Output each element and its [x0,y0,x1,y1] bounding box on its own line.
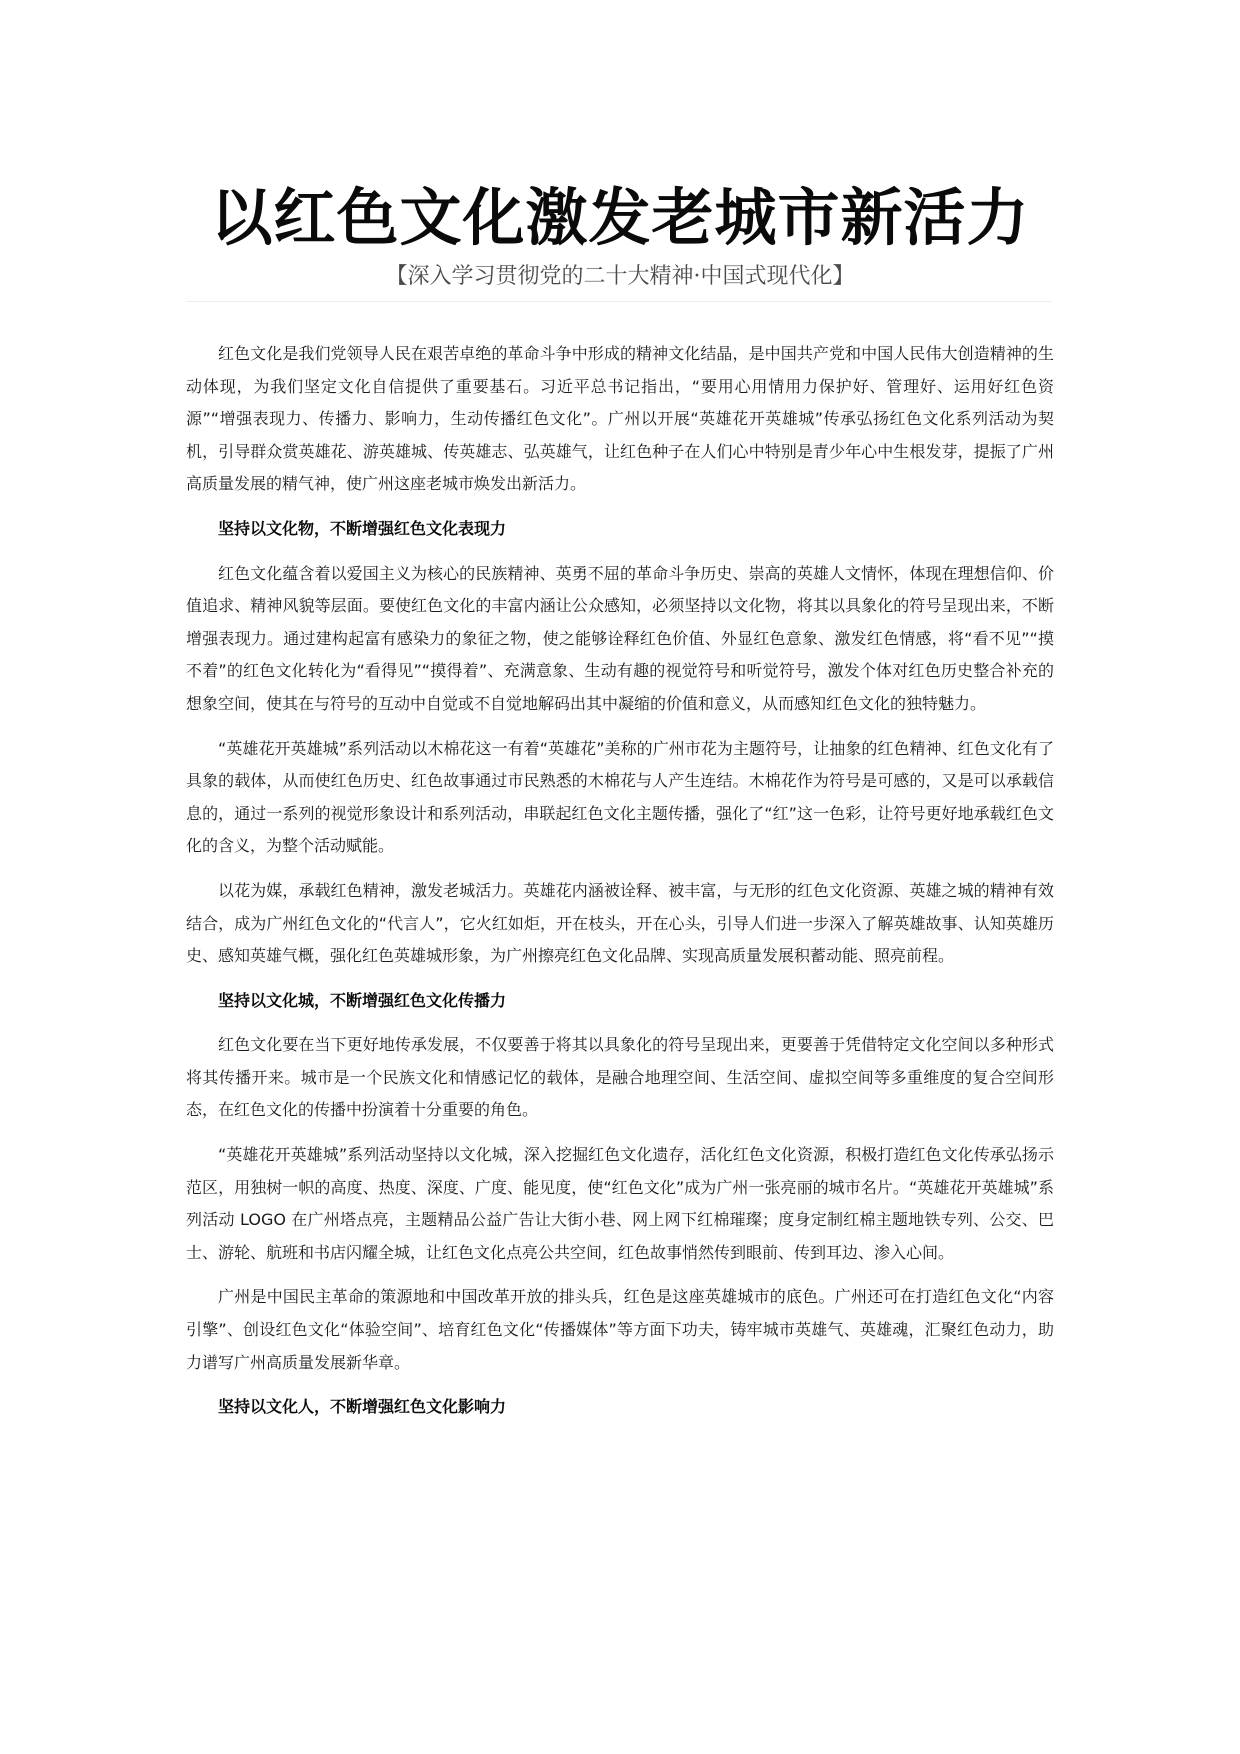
article-title: 以红色文化激发老城市新活力 [210,181,1030,254]
section-heading-1: 坚持以文化物，不断增强红色文化表现力 [218,518,507,538]
paragraph-1-3: 以花为媒，承载红色精神，激发老城活力。英雄花内涵被诠释、被丰富，与无形的红色文化资源、英雄之城的精神有效结合，成为广州红色文化的“代言人”，它火红如炬，开在枝头，开在心头，引导人们进一步深入了解英雄故事、认知英雄历史、感知英雄气概，强化红色英雄城形象，为广州擦亮红色文化品牌、实现高质量发展积蓄动能、照亮前程。 [186,880,1054,966]
article-body [186,338,1054,1436]
paragraph-2-2: “英雄花开英雄城”系列活动坚持以文化城，深入挖掘红色文化遗存，活化红色文化资源，积极打造红色文化传承弘扬示范区，用独树一帜的高度、热度、深度、广度、能见度，使“红色文化”成为广州一张亮丽的城市名片。“英雄花开英雄城”系列活动 LOGO 在广州塔点亮，主题精品公益广告让大街小巷、网上网下红棉璀璨；度身定制红棉主题地铁专列、公交、巴士、游轮、航班和书店闪耀全城，让红色文化点亮公共空间，红色故事悄然传到眼前、传到耳边、渗入心间。 [186,1145,1054,1262]
section-heading-3: 坚持以文化人，不断增强红色文化影响力 [218,1397,507,1417]
paragraph-1-1: 红色文化蕴含着以爱国主义为核心的民族精神、英勇不屈的革命斗争历史、崇高的英雄人文情怀，体现在理想信仰、价值追求、精神风貌等层面。要使红色文化的丰富内涵让公众感知，必须坚持以文化物，将其以具象化的符号呈现出来，不断增强表现力。通过建构起富有感染力的象征之物，使之能够诠释红色价值、外显红色意象、激发红色情感，将“看不见”“摸不着”的红色文化转化为“看得见”“摸得着”、充满意象、生动有趣的视觉符号和听觉符号，激发个体对红色历史整合补充的想象空间，使其在与符号的互动中自觉或不自觉地解码出其中凝缩的价值和意义，从而感知红色文化的独特魅力。 [186,563,1054,713]
paragraph-2-3: 广州是中国民主革命的策源地和中国改革开放的排头兵，红色是这座英雄城市的底色。广州还可在打造红色文化“内容引擎”、创设红色文化“体验空间”、培育红色文化“传播媒体”等方面下功夫，铸牢城市英雄气、英雄魂，汇聚红色动力，助力谱写广州高质量发展新华章。 [186,1287,1054,1372]
article-subtitle: 【深入学习贯彻党的二十大精神·中国式现代化】 [385,264,855,289]
paragraph-1-2: “英雄花开英雄城”系列活动以木棉花这一有着“英雄花”美称的广州市花为主题符号，让抽象的红色精神、红色文化有了具象的载体，从而使红色历史、红色故事通过市民熟悉的木棉花与人产生连结。木棉花作为符号是可感的，又是可以承载信息的，通过一系列的视觉形象设计和系列活动，串联起红色文化主题传播，强化了“红”这一色彩，让符号更好地承载红色文化的含义，为整个活动赋能。 [186,738,1054,856]
paragraph-2-1: 红色文化要在当下更好地传承发展，不仅要善于将其以具象化的符号呈现出来，更要善于凭借特定文化空间以多种形式将其传播开来。城市是一个民族文化和情感记忆的载体，是融合地理空间、生活空间、虚拟空间等多重维度的复合空间形态，在红色文化的传播中扮演着十分重要的角色。 [186,1035,1054,1120]
paragraph-intro: 红色文化是我们党领导人民在艰苦卓绝的革命斗争中形成的精神文化结晶，是中国共产党和中国人民伟大创造精神的生动体现，为我们坚定文化自信提供了重要基石。习近平总书记指出，“要用心用情用力保护好、管理好、运用好红色资源”“增强表现力、传播力、影响力，生动传播红色文化”。广州以开展“英雄花开英雄城”传承弘扬红色文化系列活动为契机，引导群众赏英雄花、游英雄城、传英雄志、弘英雄气，让红色种子在人们心中特别是青少年心中生根发芽，提振了广州高质量发展的精气神，使广州这座老城市焕发出新活力。 [186,344,1054,494]
title-divider [186,301,1052,302]
section-heading-2: 坚持以文化城，不断增强红色文化传播力 [218,990,507,1010]
